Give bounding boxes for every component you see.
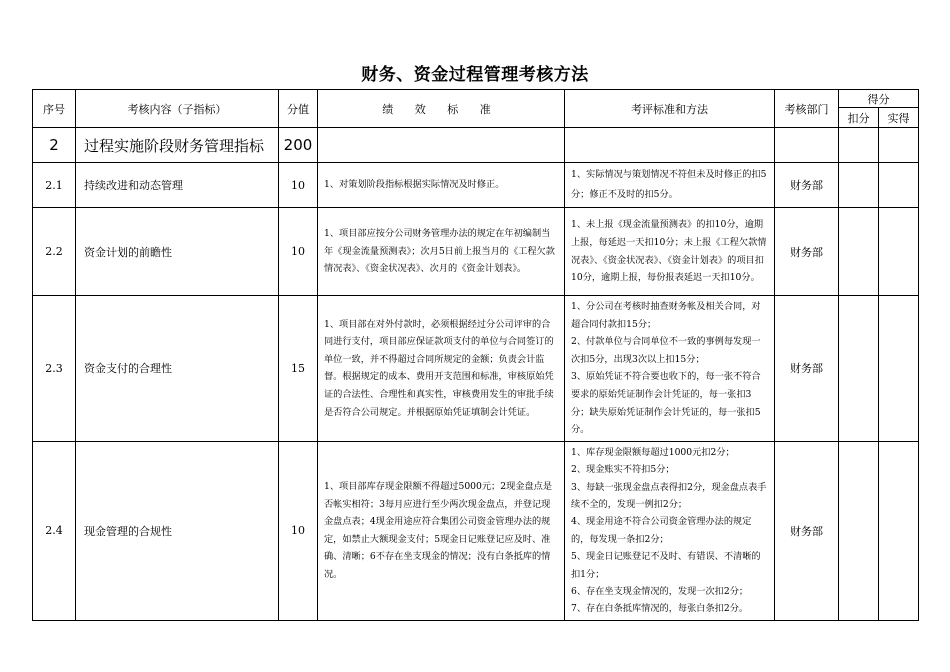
row-seq: 2.1	[33, 163, 76, 208]
row-name: 资金计划的前瞻性	[76, 208, 279, 296]
header-actual: 实得	[879, 108, 919, 128]
row-seq: 2.3	[33, 296, 76, 442]
header-method: 考评标准和方法	[565, 90, 775, 128]
row-method: 1、库存现金限额每超过1000元扣2分； 2、现金账实不符扣5分； 3、每缺一张现金盘点表得扣2分，现金盘点表手续不全的，发现一例扣2分； 4、现金用途不符合公司资金管理办法的规定的，每发现一条扣2分； 5、现金日记账登记不及时、有错误、不清晰的扣1分； 6、存在坐支现金情况的，发现一次扣2分； 7、存在白条抵库情况的，每张白条扣2分。	[565, 441, 775, 620]
page-title: 财务、资金过程管理考核方法	[361, 65, 589, 85]
table-row	[33, 296, 919, 442]
header-seq: 序号	[33, 90, 76, 128]
row-standard: 1、对策划阶段指标根据实际情况及时修正。	[318, 163, 565, 208]
header-standard: 绩 效 标 准	[318, 90, 565, 128]
table-row	[33, 441, 919, 620]
section-name: 过程实施阶段财务管理指标	[76, 128, 279, 163]
row-score: 10	[279, 441, 318, 620]
section-seq: 2	[33, 128, 76, 163]
row-name: 持续改进和动态管理	[76, 163, 279, 208]
row-method: 1、未上报《现金流量预测表》的扣10分，逾期上报，每延迟一天扣10分；未上报《工程欠款情况表》、《资金状况表》、《资金计划表》的项目扣10分，逾期上报，每份报表延迟一天扣10分。	[565, 208, 775, 296]
row-standard: 1、项目部在对外付款时，必须根据经过分公司评审的合同进行支付，项目部应保证款项支付的单位与合同签订的单位一致，并不得超过合同所规定的金额；负责会计监督。根据规定的成本、费用开支范围和标准，审核原始凭证的合法性、合理性和真实性，审核费用发生的审批手续是否符合公司规定。并根据原始凭证填制会计凭证。	[318, 296, 565, 442]
row-score: 10	[279, 163, 318, 208]
header-score: 分值	[279, 90, 318, 128]
row-name: 现金管理的合规性	[76, 441, 279, 620]
row-dept: 财务部	[775, 296, 839, 442]
section-score: 200	[279, 128, 318, 163]
row-dept: 财务部	[775, 441, 839, 620]
row-dept: 财务部	[775, 163, 839, 208]
row-standard: 1、项目部应按分公司财务管理办法的规定在年初编制当年《现金流量预测表》；次月5日前上报当月的《工程欠款情况表》、《资金状况表》、次月的《资金计划表》。	[318, 208, 565, 296]
section-row	[33, 128, 919, 163]
row-score: 15	[279, 296, 318, 442]
row-method: 1、分公司在考核时抽查财务帐及相关合同，对超合同付款扣15分； 2、付款单位与合同单位不一致的事例每发现一次扣5分，出现3次以上扣15分； 3、原始凭证不符合要也收下的，每一张不符合要求的原始凭证制作会计凭证的，每一张扣3分；缺失原始凭证制作会计凭证的，每一张扣5分。	[565, 296, 775, 442]
row-seq: 2.2	[33, 208, 76, 296]
header-content: 考核内容（子指标）	[76, 90, 279, 128]
assessment-table	[32, 89, 919, 621]
row-seq: 2.4	[33, 441, 76, 620]
table-row	[33, 163, 919, 208]
table-row	[33, 208, 919, 296]
header-points: 得分	[839, 90, 919, 108]
row-dept: 财务部	[775, 208, 839, 296]
header-deduct: 扣分	[839, 108, 879, 128]
header-dept: 考核部门	[775, 90, 839, 128]
row-standard: 1、项目部库存现金限额不得超过5000元；2现金盘点是否帐实相符；3每月应进行至少两次现金盘点，并登记现金盘点表；4现金用途应符合集团公司资金管理办法的规定，如禁止大额现金支付；5现金日记账登记应及时、准确、清晰；6不存在坐支现金的情况；没有白条抵库的情况。	[318, 441, 565, 620]
row-method: 1、实际情况与策划情况不符但未及时修正的扣5分；修正不及时的扣5分。	[565, 163, 775, 208]
row-name: 资金支付的合理性	[76, 296, 279, 442]
row-score: 10	[279, 208, 318, 296]
